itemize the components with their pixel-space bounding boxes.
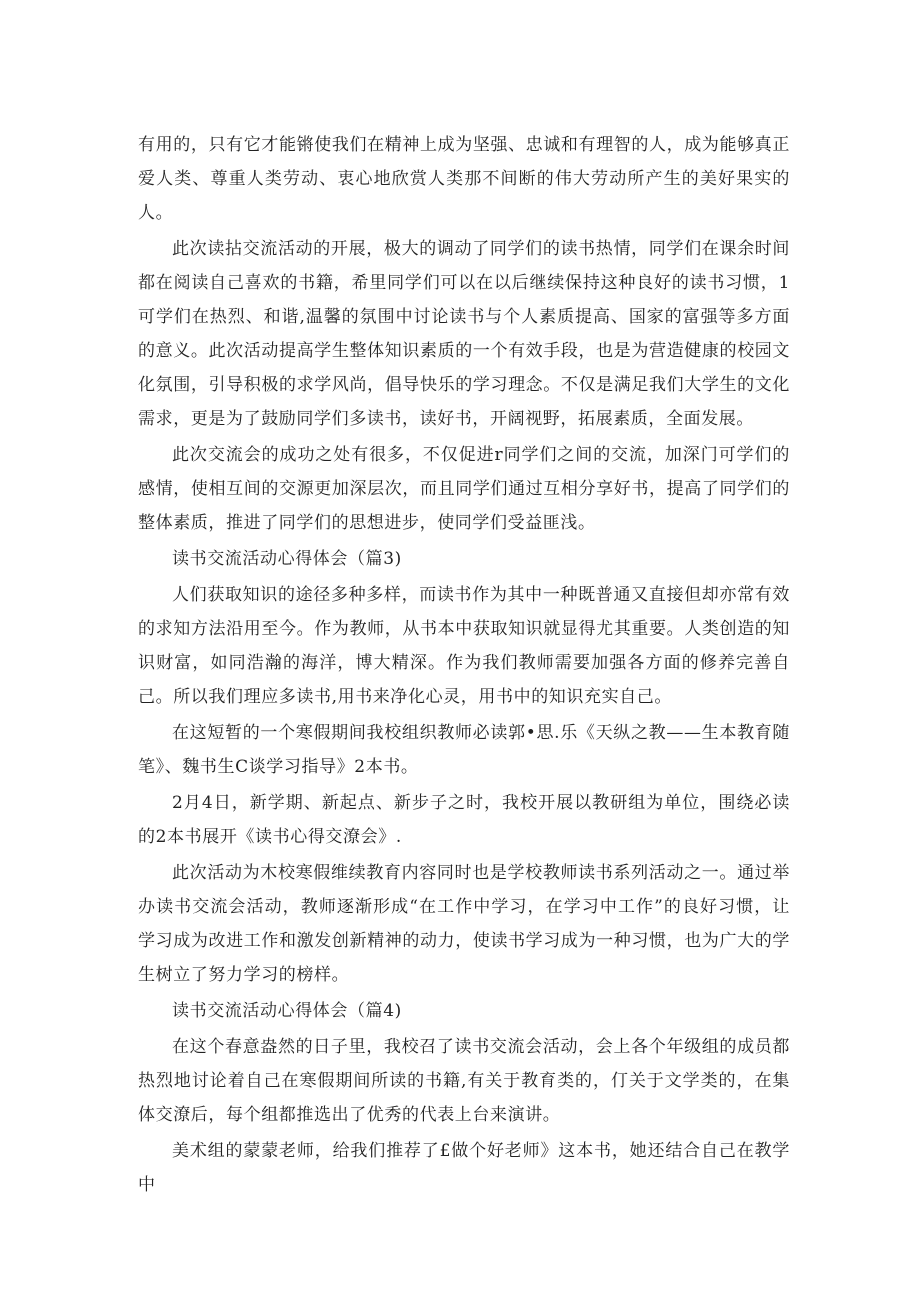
- paragraph-6: 2月4日，新学期、新起点、新步子之时，我校开展以教研组为单位，围绕必读的2本书展开《读书心得交潦会》.: [138, 793, 790, 847]
- paragraph-5: 在这短暂的一个寒假期间我校组织教师必读郭•思.乐《天纵之教——生本教育随笔》、魏书生C谈学习指导》2本书。: [138, 723, 790, 777]
- paragraph-4: 人们获取知识的途径多种多样，而读书作为其中一种既普通又直接但却亦常有效的求知方法沿用至今。作为教师，从书本中获取知识就显得尤其重要。人类创造的知识财富，如同浩瀚的海洋，博大精深。作为我们教师需要加强各方面的修养完善自己。所以我们理应多读书,用书来净化心灵，用书中的知识充实自己。: [138, 585, 790, 707]
- section-heading-4: 读书交流活动心得体会（篇4): [172, 1001, 402, 1021]
- paragraph-8: 在这个春意盎然的日子里，我校召了读书交流会活动，会上各个年级组的成员都热烈地讨论着自己在寒假期间所读的书籍,有关于教育类的，仃关于文学类的，在集体交潦后，每个组都推选出了优秀的代表上台来演讲。: [138, 1037, 790, 1125]
- paragraph-2: 此次读拈交流活动的开展，极大的调动了同学们的读书热情，同学们在课余时间都在阅读自己喜欢的书籍，希里同学们可以在以后继续保持这种良好的读书习惯，1可学们在热烈、和谐,温馨的氛围中讨论读书与个人素质提高、国家的富强等多方面的意义。此次活动提高学生整体知识素质的一个有效手段，也是为营造健康的校园文化氛围，引导积极的求学风尚，倡导快乐的学习理念。不仅是满足我们大学生的文化需求，更是为了鼓励同学们多读书，读好书，开阔视野，拓展素质，全面发展。: [138, 239, 790, 429]
- paragraph-9: 美术组的蒙蒙老师，给我们推荐了£做个好老师》这本书，她还结合自己在教学中: [138, 1141, 790, 1195]
- section-heading-3: 读书交流活动心得体会（篇3): [172, 549, 402, 569]
- paragraph-1: 有用的，只有它才能锵使我们在精神上成为坚强、忠诚和有理智的人，成为能够真正爱人类、尊重人类劳动、衷心地欣赏人类那不间断的伟大劳动所产生的美好果实的人。: [138, 135, 790, 223]
- paragraph-7: 此次活动为木校寒假维续教育内容同时也是学校教师读书系列活动之一。通过举办读书交流会活动，教师逐渐形成“在工作中学习，在学习中工作”的良好习惯，让学习成为改进工作和激发创新精神的动力，使读书学习成为一种习惯，也为广大的学生树立了努力学习的榜样。: [138, 863, 790, 985]
- paragraph-3: 此次交流会的成功之处有很多，不仅促进r同学们之间的交流，加深门可学们的感情，使相互间的交源更加深层次，而且同学们通过互相分享好书，提高了同学们的整体素质，推进了同学们的思想进步，使同学们受益匪浅。: [138, 445, 790, 533]
